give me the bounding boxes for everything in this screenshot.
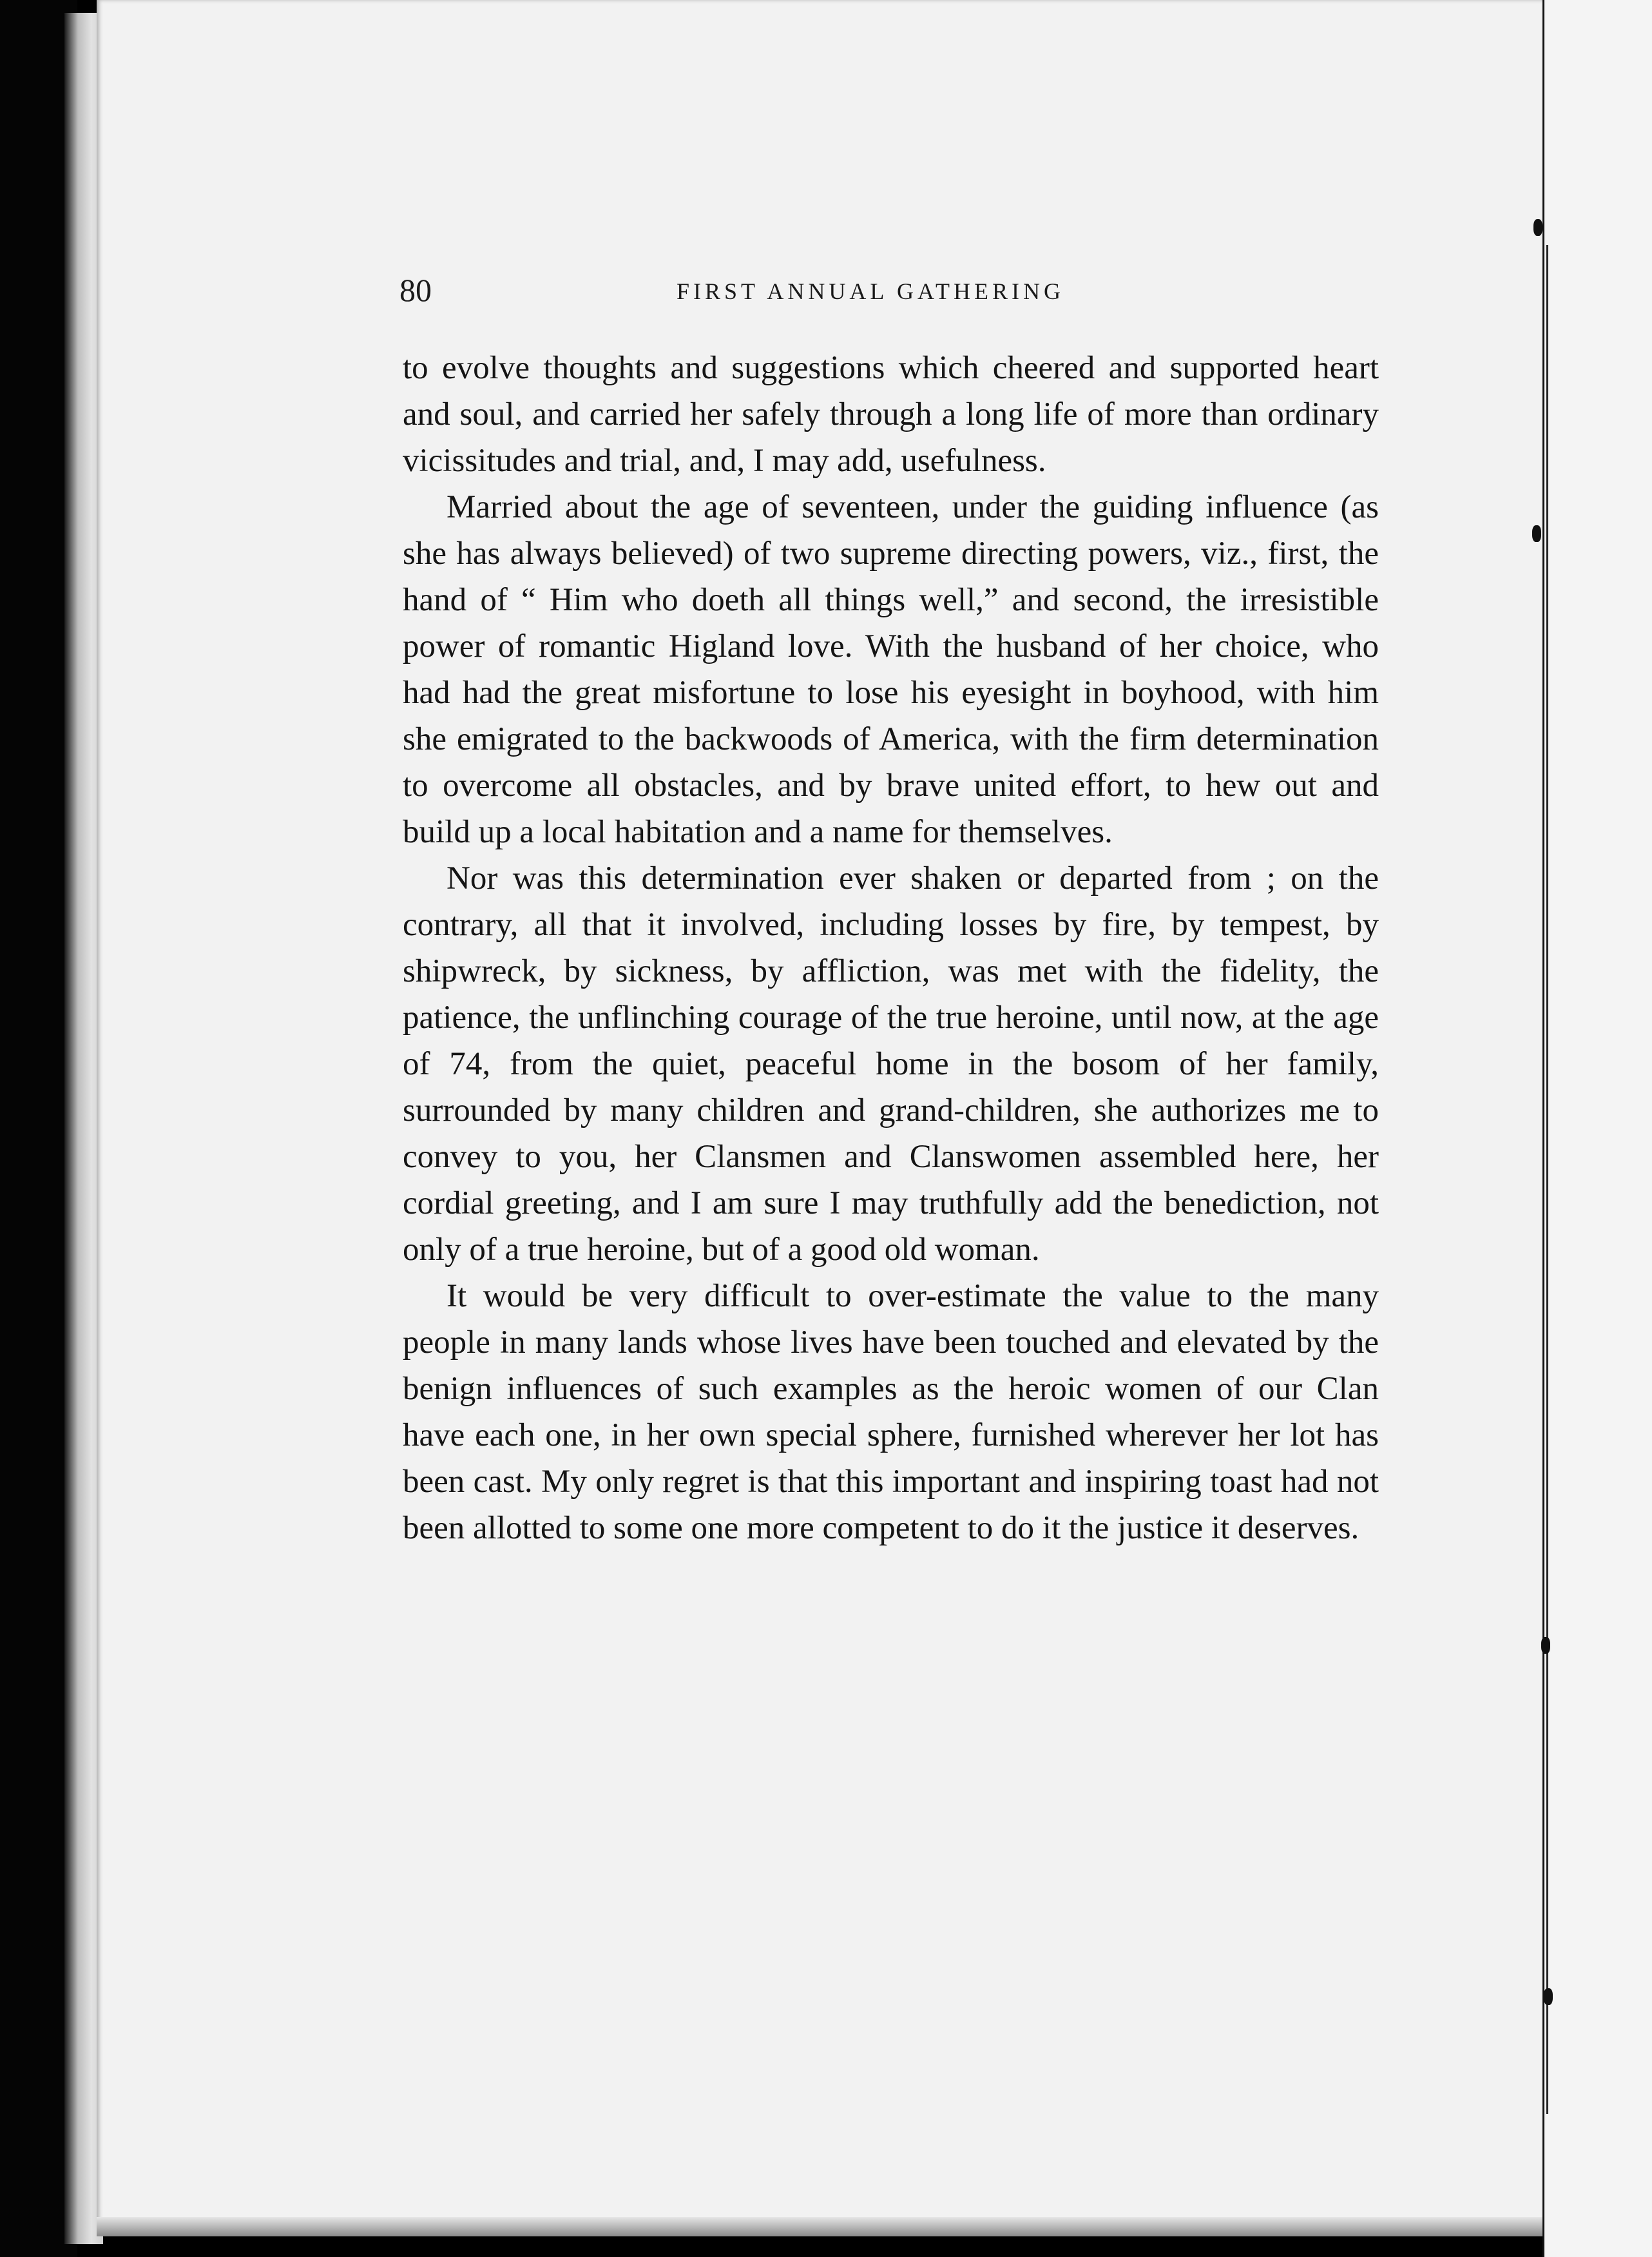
page-bottom-edge bbox=[97, 2217, 1542, 2236]
running-head: FIRST ANNUAL GATHERING bbox=[677, 278, 1065, 304]
paragraph: It would be very difficult to over-estimate the value to the many people in many lands whose lives have been touched and elevated by the benign influences of such examples as the heroic women of our Clan have each one, in her own special sphere, furnished wherever her lot has been cast. My only regret is that this important and inspiring toast had not been allotted to some one more competent to do it the justice it deserves. bbox=[403, 1278, 1379, 1546]
binding-mark bbox=[1541, 1637, 1550, 1654]
page-number: 80 bbox=[399, 272, 432, 308]
binding-mark bbox=[1533, 219, 1542, 236]
facing-page-edge bbox=[1542, 0, 1652, 2257]
paragraph: Nor was this determination ever shaken or departed from ; on the contrary, all that it involved, including losses by fire, by tempest, by shipwreck, by sickness, by affliction, was met with the fidelity, the patience, the unflinching courage of the true heroine, until now, at the age of 74, from the quiet, peaceful home in the bosom of her family, surrounded by many children and grand-children, she authorizes me to convey to you, her Clansmen and Clanswomen assembled here, her cordial greeting, and I am sure I may truthfully add the benediction, not only of a true heroine, but of a good old woman. bbox=[403, 860, 1379, 1268]
paragraph: to evolve thoughts and suggestions which cheered and supported heart and soul, and carried her safely through a long life of more than ordinary vicissitudes and trial, and, I may add, usefulness. bbox=[403, 350, 1379, 479]
binding-line bbox=[1546, 245, 1548, 2114]
page-header bbox=[399, 271, 1398, 309]
paragraph: Married about the age of seventeen, under the guiding influence (as she has always believed) of two supreme directing powers, viz., first, the hand of “ Him who doeth all things well,” and second, the irresistible power of romantic Higland love. With the husband of her choice, who had had the great misfortune to lose his eyesight in boyhood, with him she emigrated to the backwoods of America, with the firm determination to overcome all obstacles, and by brave united effort, to hew out and build up a local habitation and a name for themselves. bbox=[403, 489, 1379, 850]
binding-mark bbox=[1532, 525, 1541, 542]
body-text bbox=[403, 345, 1379, 1551]
binding-mark bbox=[1544, 1988, 1553, 2005]
